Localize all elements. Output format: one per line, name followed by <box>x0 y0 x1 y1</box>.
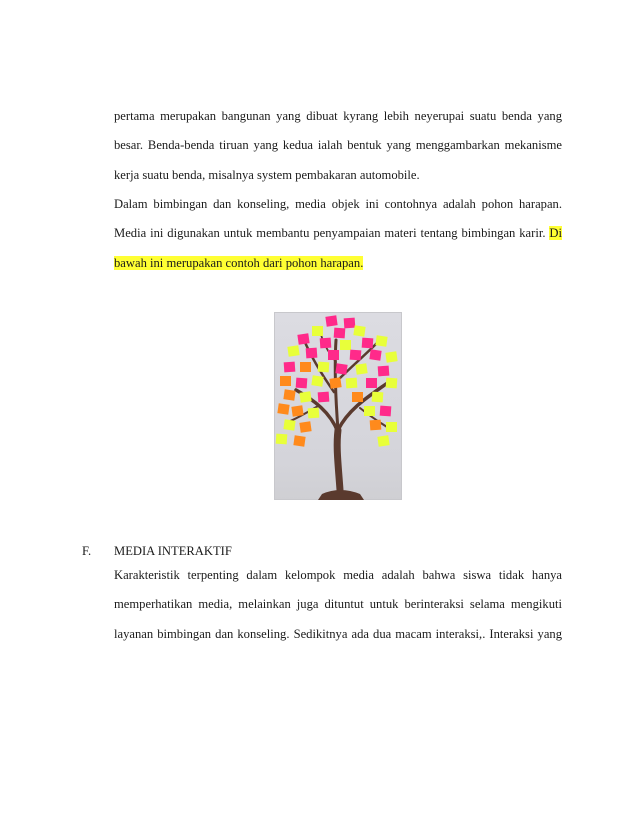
sticky-note <box>344 318 356 329</box>
sticky-note <box>329 377 341 388</box>
sticky-note <box>378 366 390 377</box>
text-line: memperhatikan media, melainkan juga dituntut untuk berinteraksi selama mengikuti <box>114 597 562 612</box>
sticky-note <box>352 392 363 402</box>
text-line: layanan bimbingan dan konseling. Sedikitnya ada dua macam interaksi,. Interaksi yang <box>114 626 562 641</box>
sticky-note <box>308 408 320 419</box>
sticky-note <box>334 328 346 339</box>
sticky-note <box>312 326 323 336</box>
section-title: MEDIA INTERAKTIF <box>114 544 232 558</box>
sticky-note <box>335 363 347 374</box>
wish-tree-photo <box>274 312 402 500</box>
sticky-note <box>287 345 299 356</box>
sticky-note <box>299 391 311 402</box>
sticky-note <box>369 349 381 360</box>
text-line <box>114 219 562 248</box>
sticky-note <box>306 348 318 359</box>
sticky-note <box>280 376 291 386</box>
sticky-note <box>283 389 295 400</box>
sticky-note <box>284 362 296 373</box>
sticky-note <box>372 392 384 403</box>
sticky-note <box>293 435 305 446</box>
sticky-note <box>350 350 362 361</box>
sticky-note <box>325 315 337 326</box>
sticky-note <box>364 406 375 416</box>
sticky-note <box>300 362 311 372</box>
sticky-note <box>318 362 330 373</box>
text-line: Karakteristik terpenting dalam kelompok media adalah bahwa siswa tidak hanya <box>114 568 562 582</box>
text-line: pertama merupakan bangunan yang dibuat kyrang lebih neyerupai suatu benda yang <box>114 109 562 123</box>
highlighted-text: bawah ini merupakan contoh dari pohon harapan. <box>114 255 364 270</box>
text-line <box>114 249 562 278</box>
text-segment: Media ini digunakan untuk membantu penyampaian materi tentang bimbingan karir. <box>114 226 546 241</box>
sticky-note <box>362 338 374 349</box>
sticky-note <box>311 375 323 386</box>
paragraph-pohon-harapan <box>114 190 562 278</box>
tree-base <box>318 490 364 500</box>
text-line: kerja suatu benda, misalnya system pembakaran automobile. <box>114 167 420 182</box>
text-line: Dalam bimbingan dan konseling, media objek ini contohnya adalah pohon harapan. <box>114 197 562 211</box>
sticky-note <box>386 422 397 432</box>
sticky-note <box>385 351 397 362</box>
sticky-note <box>366 378 377 388</box>
sticky-note <box>299 421 311 432</box>
text-line: besar. Benda-benda tiruan yang kedua ialah bentuk yang menggambarkan mekanisme <box>114 138 562 153</box>
paragraph-media-model <box>114 102 562 190</box>
sticky-note <box>375 335 387 346</box>
sticky-note <box>328 350 339 360</box>
sticky-note <box>346 378 358 389</box>
sticky-note <box>355 363 367 374</box>
sticky-note <box>386 378 398 389</box>
sticky-note <box>320 338 332 349</box>
highlighted-text: Di <box>549 226 562 241</box>
tree-branch <box>337 430 340 490</box>
sticky-note <box>276 434 288 445</box>
paragraph-media-interaktif <box>114 561 562 649</box>
wish-tree-illustration <box>274 312 402 500</box>
section-number: F. <box>82 544 92 558</box>
sticky-note <box>283 419 295 430</box>
sticky-note <box>377 435 389 446</box>
sticky-note <box>370 420 382 431</box>
sticky-note <box>291 405 303 416</box>
sticky-note <box>297 333 309 344</box>
sticky-note <box>296 378 308 389</box>
sticky-note <box>353 325 365 336</box>
sticky-note <box>340 340 351 350</box>
sticky-note <box>380 406 392 417</box>
sticky-note <box>277 403 289 414</box>
sticky-note <box>318 392 330 403</box>
